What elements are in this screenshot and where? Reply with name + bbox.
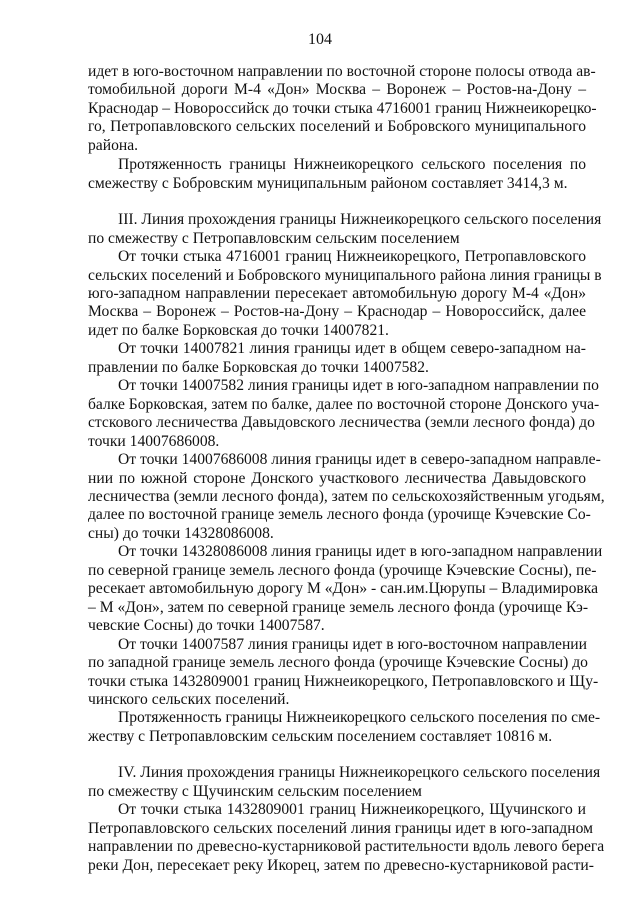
text-line: далее по восточной границе земель лесного фонда (урочище Кэчевские Со- [88, 506, 591, 524]
text-line: реки Дон, пересекает реку Икорец, затем по древесно-кустарниковой расти- [88, 856, 594, 874]
text-line: томобильной дороги М-4 «Дон» Москва – Воронеж – Ростов-на-Дону – [88, 81, 586, 99]
text-line: района. [88, 136, 139, 154]
text-line: От точки 14328086008 линия границы идет в юго-западном направлении [118, 543, 603, 561]
text-line: го, Петропавловского сельских поселений и Бобровского муниципального [88, 118, 586, 136]
paragraph [88, 248, 602, 340]
text-line: От точки стыка 1432809001 границ Нижнеикорецкого, Щучинского и [118, 801, 586, 819]
paragraph [88, 635, 599, 710]
text-line: От точки 14007582 линия границы идет в юго-западном направлении по [118, 377, 599, 395]
text-line: IV. Линия прохождения границы Нижнеикорецкого сельского поселения [118, 764, 601, 782]
text-line: сельских поселений и Бобровского муниципального района линия границы в [88, 266, 602, 284]
paragraph [88, 340, 586, 377]
text-line: правлении по балке Борковская до точки 14007582. [88, 358, 429, 376]
text-line: Петропавловского сельских поселений линия границы идет в юго-западном [88, 819, 593, 837]
text-line: по смежеству с Петропавловским сельским поселением [88, 229, 460, 247]
text-line: смежеству с Бобровским муниципальным районом составляет 3414,3 м. [88, 174, 568, 192]
text-line: чинского сельских поселений. [88, 690, 290, 708]
text-line: От точки 14007821 линия границы идет в общем северо-западном на- [118, 340, 586, 358]
paragraph [88, 156, 586, 193]
section-heading [88, 764, 601, 801]
paragraph [88, 451, 605, 543]
document-body [88, 63, 605, 875]
text-line: балке Борковская, затем по балке, далее по восточной стороне Донского уча- [88, 395, 600, 413]
text-line: сны) до точки 14328086008. [88, 524, 274, 542]
paragraph [88, 543, 603, 635]
text-line: идет в юго-восточном направлении по восточной стороне полосы отвода ав- [88, 63, 596, 80]
text-line: От точки стыка 4716001 границ Нижнеикорецкого, Петропавловского [118, 248, 586, 266]
text-line: точки 14007686008. [88, 432, 220, 450]
text-line: лесничества (земли лесного фонда), затем по сельскохозяйственным угодьям, [88, 487, 605, 505]
text-line: Протяженность границы Нижнеикорецкого сельского поселения по сме- [118, 709, 601, 727]
text-line: Протяженность границы Нижнеикорецкого сельского поселения по [118, 156, 586, 174]
text-line: жеству с Петропавловским сельским поселением составляет 10816 м. [88, 727, 553, 745]
section-heading [88, 211, 602, 248]
text-line: III. Линия прохождения границы Нижнеикорецкого сельского поселения [118, 211, 602, 229]
text-line: по западной границе земель лесного фонда (урочище Кэчевские Сосны) до [88, 654, 588, 672]
text-line: юго-западном направлении пересекает автомобильную дорогу М-4 «Дон» [88, 284, 586, 302]
paragraph [88, 801, 605, 875]
text-line: Москва – Воронеж – Ростов-на-Дону – Краснодар – Новороссийск, далее [88, 303, 586, 321]
text-line: стскового лесничества Давыдовского лесничества (земли лесного фонда) до [88, 414, 595, 432]
text-line: нии по южной стороне Донского участкового лесничества Давыдовского [88, 469, 586, 487]
text-line: по смежеству с Щучинским сельским поселением [88, 782, 422, 800]
paragraph [88, 63, 597, 155]
paragraph [88, 709, 601, 746]
text-line: идет по балке Борковская до точки 14007821. [88, 321, 389, 339]
text-line: точки стыка 1432809001 границ Нижнеикорецкого, Петропавловского и Щу- [88, 672, 599, 690]
text-line: направлении по древесно-кустарниковой растительности вдоль левого берега [88, 838, 605, 856]
text-line: От точки 14007686008 линия границы идет в северо-западном направле- [118, 451, 601, 469]
text-line: ресекает автомобильную дорогу М «Дон» - сан.им.Цюрупы – Владимировка [88, 580, 599, 598]
text-line: чевские Сосны) до точки 14007587. [88, 617, 325, 635]
text-line: От точки 14007587 линия границы идет в юго-восточном направлении [118, 635, 587, 653]
text-line: – М «Дон», затем по северной границе земель лесного фонда (урочище Кэ- [88, 598, 589, 616]
text-line: по северной границе земель лесного фонда (урочище Кэчевские Сосны), пе- [88, 561, 597, 579]
page-number: 104 [308, 31, 332, 48]
text-line: Краснодар – Новороссийск до точки стыка 4716001 границ Нижнеикорецко- [88, 99, 597, 117]
paragraph [88, 377, 600, 451]
